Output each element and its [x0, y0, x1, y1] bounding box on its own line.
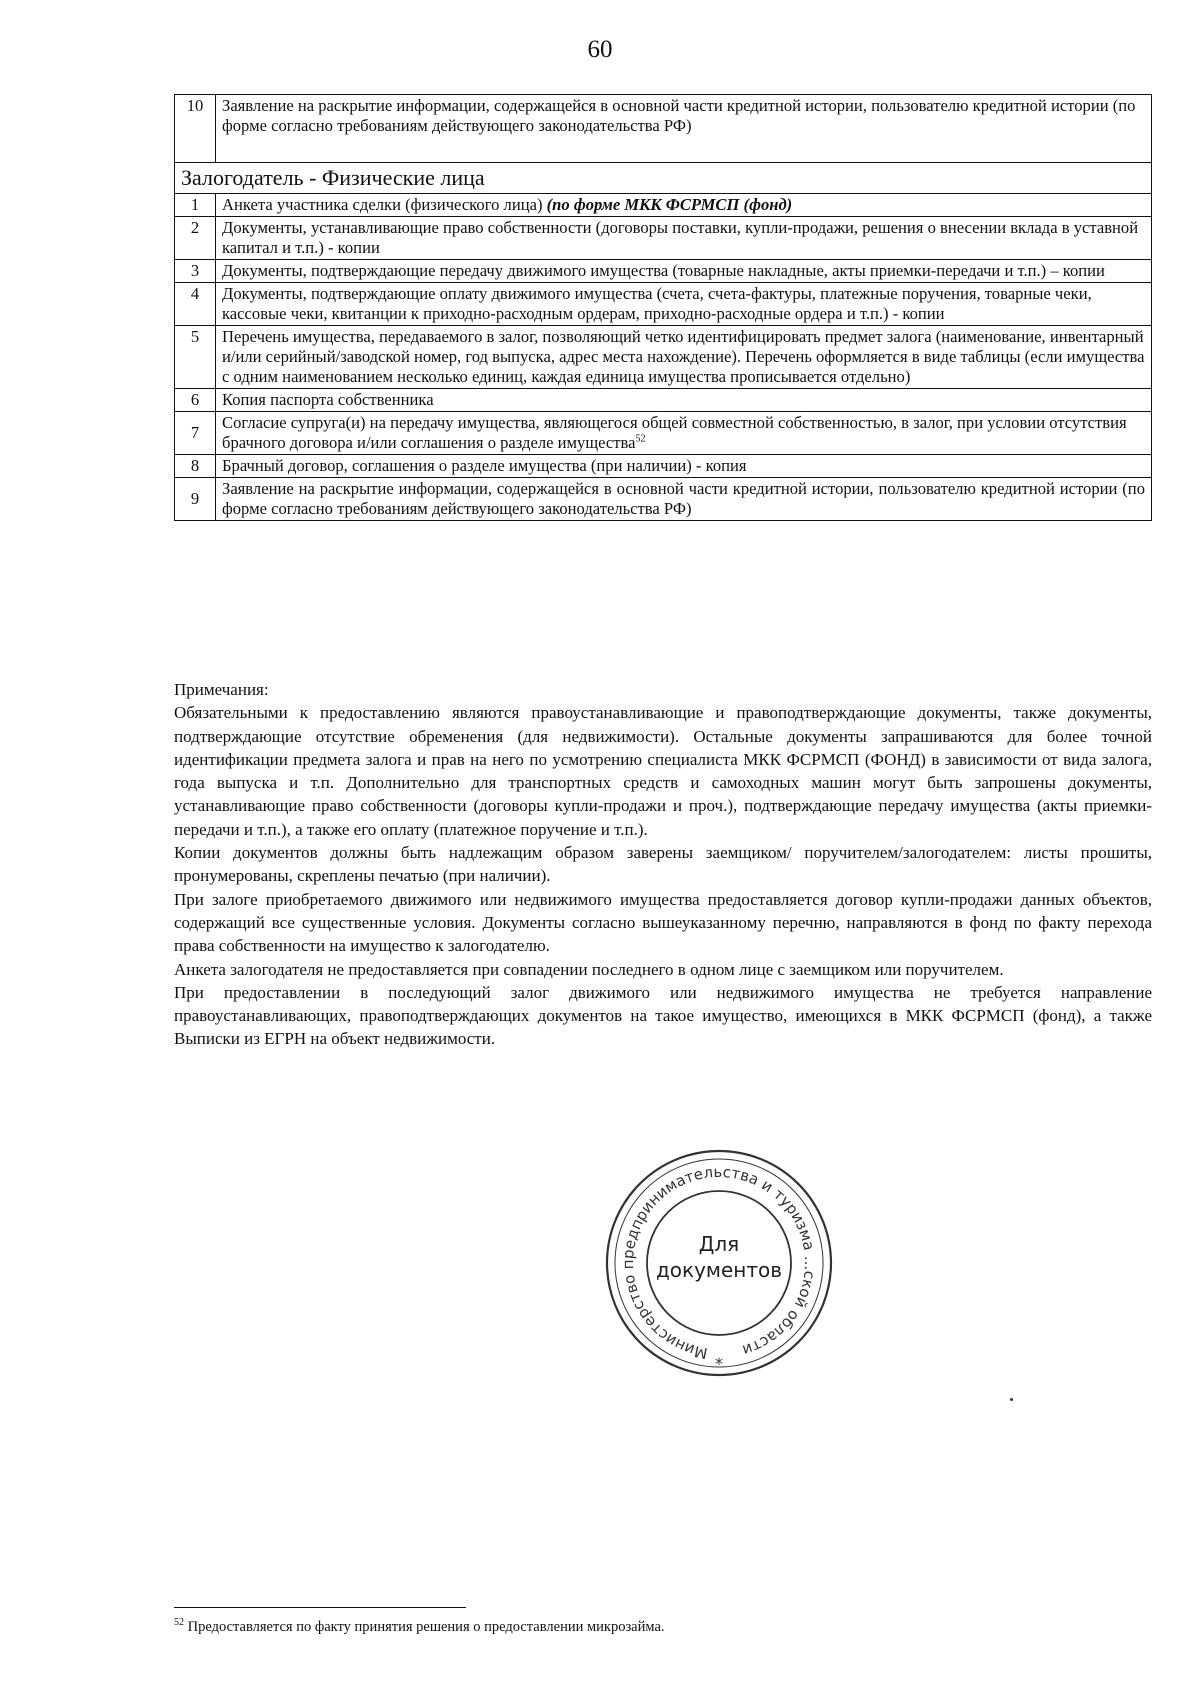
- row-text: Брачный договор, соглашения о разделе имущества (при наличии) - копия: [216, 455, 1152, 478]
- documents-table: [174, 94, 1152, 521]
- table-row: [175, 283, 1152, 326]
- row-number: 10: [175, 95, 216, 163]
- notes-paragraph: Анкета залогодателя не предоставляется при совпадении последнего в одном лице с заемщиком или поручителем.: [174, 959, 1004, 979]
- stamp-ring-text: Министерство предпринимательства и туризма ...ской области: [618, 1162, 820, 1363]
- page-number: 60: [587, 36, 613, 63]
- table-row: [175, 455, 1152, 478]
- notes-paragraph: Обязательными к предоставлению являются правоустанавливающие и правоподтверждающие документы, также документы, подтверждающие отсутствие обременения (для недвижимости). Остальные документы запрашиваются для более точной идентификации предмета залога и прав на него по усмотрению специалиста МКК ФСРМСП (ФОНД) в зависимости от вида залога, года выпуска и т.п. Дополнительно для транспортных средств и самоходных машин могут быть запрошены документы, устанавливающие право собственности (договоры купли-продажи и проч.), подтверждающие передачу имущества (акты приемки-передачи и т.п.), а также его оплату (платежное поручение и т.п.).: [174, 703, 1152, 839]
- table-row: [175, 194, 1152, 217]
- footnote: [174, 1618, 1152, 1636]
- notes-title: Примечания:: [174, 680, 269, 699]
- notes-paragraph: Копии документов должны быть надлежащим образом заверены заемщиком/ поручителем/залогодателем: листы прошиты, пронумерованы, скреплены печатью (при наличии).: [174, 843, 1152, 886]
- stamp-center-line: документов: [655, 1258, 783, 1282]
- row-text: Перечень имущества, передаваемого в залог, позволяющий четко идентифицировать предмет залога (наименование, инвентарный и/или серийный/заводской номер, год выпуска, адрес места нахождение). Перечень оформляется в виде таблицы (если имущества с одним наименованием несколько единиц, каждая единица имущества прописывается отдельно): [216, 326, 1152, 389]
- table-row: [175, 389, 1152, 412]
- row-text: [216, 194, 1152, 217]
- section-row: [175, 163, 1152, 194]
- row-text-main: Анкета участника сделки (физического лица): [222, 195, 543, 214]
- table-row: [175, 412, 1152, 455]
- row-text: Заявление на раскрытие информации, содержащейся в основной части кредитной истории, пользователю кредитной истории (по форме согласно требованиям действующего законодательства РФ): [216, 95, 1152, 163]
- row-number: 8: [175, 455, 216, 478]
- row-number: 3: [175, 260, 216, 283]
- stamp-seal: [598, 1143, 840, 1383]
- row-text: Документы, устанавливающие право собственности (договоры поставки, купли-продажи, решения о внесении вклада в уставной капитал и т.п.) - копии: [216, 217, 1152, 260]
- row-text: Заявление на раскрытие информации, содержащейся в основной части кредитной истории, пользователю кредитной истории (по форме согласно требованиям действующего законодательства РФ): [216, 478, 1152, 521]
- footnote-number: 52: [174, 1617, 184, 1629]
- row-text-main: Согласие супруга(и) на передачу имущества, являющегося общей совместной собственностью, в залог, при условии отсутствия брачного договора и/или соглашения о разделе имущества: [222, 413, 1127, 452]
- notes-paragraph: При залоге приобретаемого движимого или недвижимого имущества предоставляется договор купли-продажи данных объектов, содержащий все существенные условия. Документы согласно вышеуказанному перечню, направляются в фонд по факту перехода права собственности на имущество к залогодателю.: [174, 889, 1152, 956]
- footnote-text: Предоставляется по факту принятия решения о предоставлении микрозайма.: [187, 1619, 665, 1635]
- footnote-ref: 52: [635, 433, 646, 445]
- scan-speck: [1010, 1398, 1013, 1401]
- notes-paragraph: При предоставлении в последующий залог движимого или недвижимого имущества не требуется направление правоустанавливающих, правоподтверждающих документов на такое имущество, имеющихся в МКК ФСРМСП (фонд), а также Выписки из ЕГРН на объект недвижимости.: [174, 982, 1152, 1049]
- table-row: [175, 260, 1152, 283]
- row-number: 6: [175, 389, 216, 412]
- row-number: 4: [175, 283, 216, 326]
- row-number: 2: [175, 217, 216, 260]
- table-row: [175, 217, 1152, 260]
- footnote-divider: [174, 1607, 466, 1608]
- stamp-center-line: Для: [698, 1232, 740, 1256]
- table-row: [175, 326, 1152, 389]
- row-text: Копия паспорта собственника: [216, 389, 1152, 412]
- row-number: 1: [175, 194, 216, 217]
- row-number: 7: [175, 412, 216, 455]
- table-row: [175, 95, 1152, 163]
- row-number: 9: [175, 478, 216, 521]
- row-text: [216, 412, 1152, 455]
- section-title: Залогодатель - Физические лица: [175, 163, 1152, 194]
- stamp-star: *: [715, 1354, 723, 1373]
- row-number: 5: [175, 326, 216, 389]
- row-text-suffix: (по форме МКК ФСРМСП (фонд): [546, 195, 793, 214]
- row-text: Документы, подтверждающие передачу движимого имущества (товарные накладные, акты приемки-передачи и т.п.) – копии: [216, 260, 1152, 283]
- table-row: [175, 478, 1152, 521]
- notes-section: [174, 678, 1152, 1051]
- row-text: Документы, подтверждающие оплату движимого имущества (счета, счета-фактуры, платежные поручения, товарные чеки, кассовые чеки, квитанции к приходно-расходным ордерам, приходно-расходные ордера и т.п.) - копии: [216, 283, 1152, 326]
- stamp-center-text: [598, 1231, 840, 1283]
